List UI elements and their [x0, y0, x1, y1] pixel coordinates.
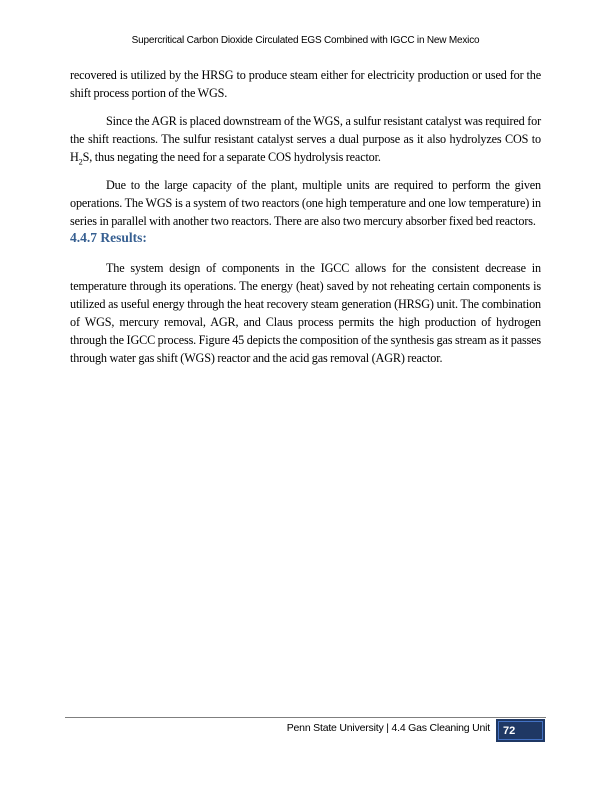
footer-divider-rule: [65, 717, 546, 718]
chemical-subscript: 2: [78, 157, 83, 167]
footer-label: Penn State University | 4.4 Gas Cleaning Unit: [286, 722, 490, 734]
paragraph-results: The system design of components in the IGCC allows for the consistent decrease in temperature through its operations. The energy (heat) saved by not reheating certain components is utilized as useful energy through the heat recovery steam generation (HRSG) unit. The combination of WGS, mercury removal, AGR, and Claus process permits the high production of hydrogen through the IGCC process. Figure 45 depicts the composition of the synthesis gas stream as it passes through water gas shift (WGS) reactor and the acid gas removal (AGR) reactor.: [70, 261, 541, 365]
section-heading-results: 4.4.7 Results:: [70, 230, 147, 245]
paragraph-plant-capacity: Due to the large capacity of the plant, multiple units are required to perform the given operations. The WGS is a system of two reactors (one high temperature and one low temperature) in series in parallel with another two reactors. There are also two mercury absorber fixed bed reactors.: [70, 178, 541, 228]
page-number-box: [496, 719, 545, 742]
running-head-title: Supercritical Carbon Dioxide Circulated EGS Combined with IGCC in New Mexico: [131, 35, 480, 46]
page-header: [70, 35, 541, 46]
paragraph-text-pre: Since the AGR is placed downstream of the WGS, a sulfur resistant catalyst was required for the shift reactions. The sulfur resistant catalyst serves a dual purpose as it also hydrolyzes COS to H: [70, 114, 541, 164]
page-content: [70, 66, 541, 377]
page-number: 72: [503, 724, 516, 737]
paragraph-continuation: recovered is utilized by the HRSG to produce steam either for electricity production or used for the shift process portion of the WGS.: [70, 68, 541, 100]
paragraph-text-post: S, thus negating the need for a separate COS hydrolysis reactor.: [82, 150, 381, 164]
paragraph-agr-catalyst: [70, 112, 541, 166]
